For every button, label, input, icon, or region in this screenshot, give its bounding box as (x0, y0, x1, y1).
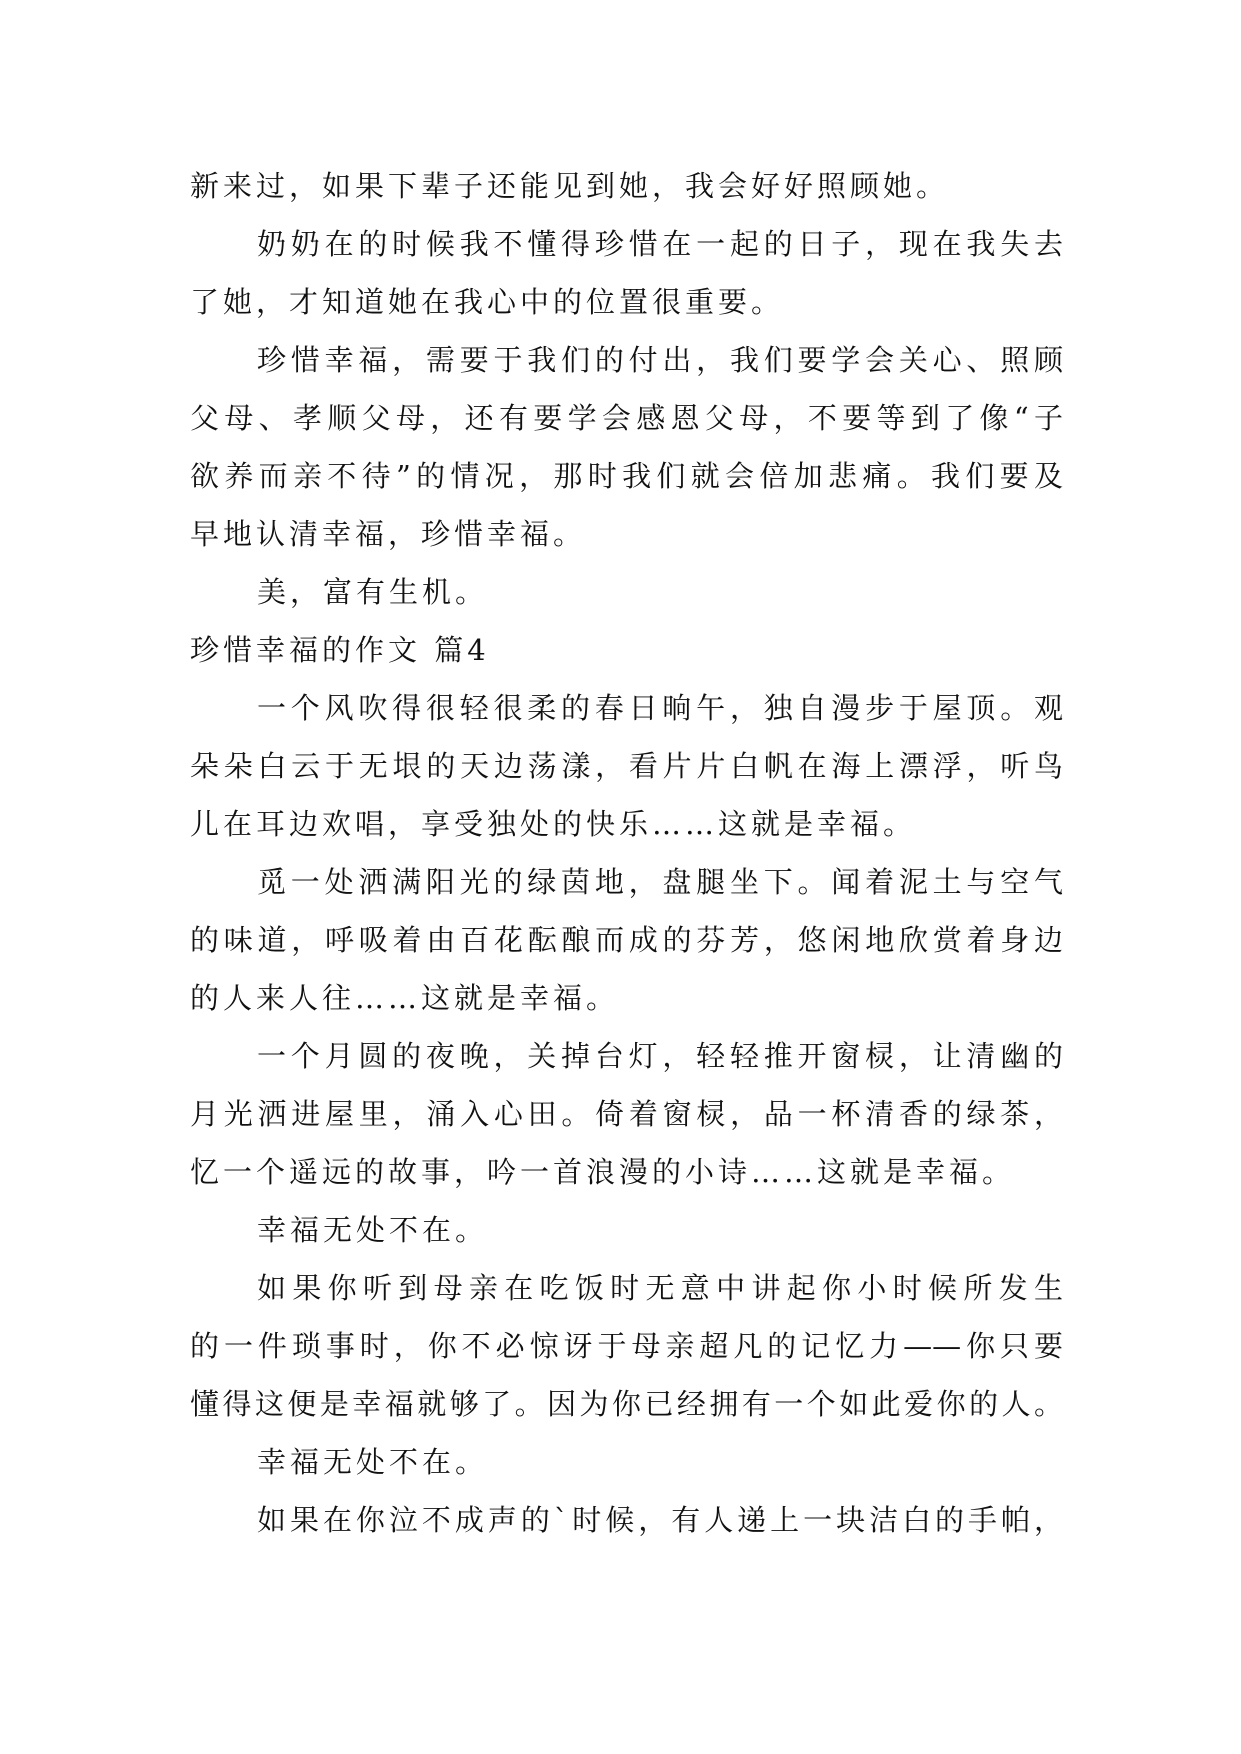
text-line: 了她，才知道她在我心中的位置很重要。 (190, 285, 785, 319)
text-line: 欲养而亲不待”的情况，那时我们就会倍加悲痛。我们要及 (190, 459, 1063, 493)
text-line: 幸福无处不在。 (257, 1213, 489, 1247)
text-line: 觅一处洒满阳光的绿茵地，盘腿坐下。闻着泥土与空气 (257, 865, 1063, 899)
text-line: 月光洒进屋里，涌入心田。倚着窗棂，品一杯清香的绿茶， (190, 1097, 1063, 1131)
text-line: 忆一个遥远的故事，吟一首浪漫的小诗……这就是幸福。 (190, 1155, 1016, 1189)
paragraph (190, 1201, 1063, 1259)
paragraph (190, 1027, 1063, 1201)
paragraph (190, 1259, 1063, 1433)
text-line: 懂得这便是幸福就够了。因为你已经拥有一个如此爱你的人。 (190, 1387, 1063, 1421)
paragraph (190, 853, 1063, 1027)
paragraph (190, 1491, 1063, 1549)
text-line: 美，富有生机。 (257, 575, 489, 609)
text-line: 儿在耳边欢唱，享受独处的快乐……这就是幸福。 (190, 807, 917, 841)
paragraph (190, 563, 1063, 621)
paragraph (190, 331, 1063, 563)
text-line: 一个风吹得很轻很柔的春日晌午，独自漫步于屋顶。观 (257, 691, 1063, 725)
text-line: 新来过，如果下辈子还能见到她，我会好好照顾她。 (190, 169, 950, 203)
paragraph (190, 157, 1063, 215)
text-line: 的一件琐事时，你不必惊讶于母亲超凡的记忆力——你只要 (190, 1329, 1063, 1363)
paragraph (190, 679, 1063, 853)
text-line: 父母、孝顺父母，还有要学会感恩父母，不要等到了像“子 (190, 401, 1063, 435)
text-line: 珍惜幸福，需要于我们的付出，我们要学会关心、照顾 (257, 343, 1063, 377)
text-line: 早地认清幸福，珍惜幸福。 (190, 517, 587, 551)
text-line: 如果在你泣不成声的`时候，有人递上一块洁白的手帕， (257, 1503, 1063, 1537)
document-body (190, 157, 1063, 1549)
text-line: 如果你听到母亲在吃饭时无意中讲起你小时候所发生 (257, 1271, 1063, 1305)
paragraph (190, 215, 1063, 331)
text-line: 朵朵白云于无垠的天边荡漾，看片片白帆在海上漂浮，听鸟 (190, 749, 1063, 783)
text-line: 奶奶在的时候我不懂得珍惜在一起的日子，现在我失去 (257, 227, 1063, 261)
paragraph (190, 1433, 1063, 1491)
section-heading: 珍惜幸福的作文 篇4 (190, 633, 490, 667)
text-line: 的人来人往……这就是幸福。 (190, 981, 620, 1015)
text-line: 的味道，呼吸着由百花酝酿而成的芬芳，悠闲地欣赏着身边 (190, 923, 1063, 957)
text-line: 一个月圆的夜晚，关掉台灯，轻轻推开窗棂，让清幽的 (257, 1039, 1063, 1073)
text-line: 幸福无处不在。 (257, 1445, 489, 1479)
